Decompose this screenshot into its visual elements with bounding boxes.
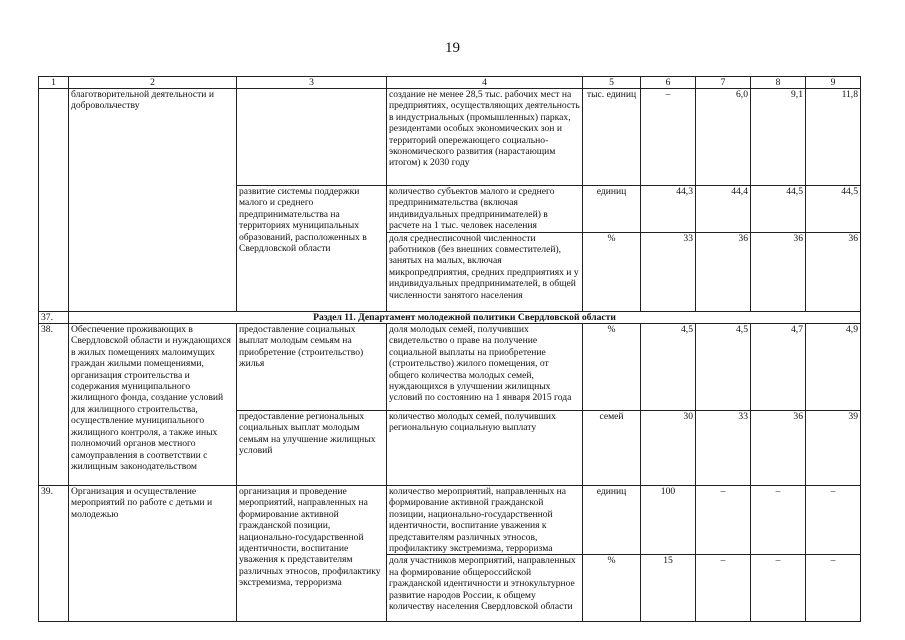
header-cell: 7 [696,77,751,89]
value-cell: – [751,555,806,622]
value-cell: – [751,486,806,555]
unit-cell: единиц [583,186,641,233]
page-number: 19 [445,40,460,56]
indicator-cell: создание не менее 28,5 тыс. рабочих мест на предприятиях, осуществляющих деятельность в индустриальных (промышленных) парках, резидентами особых экономических зон и территорий опережающего социально-экономического развития (нарастающим итогом) к 2030 году [387,89,583,186]
value-cell: 33 [641,232,696,311]
header-cell: 5 [583,77,641,89]
value-cell: 11,8 [806,89,861,186]
table-row [39,486,861,555]
value-cell: 36 [751,411,806,486]
value-cell: 30 [641,411,696,486]
task-cell: организация и проведение мероприятий, направленных на формирование активной гражданской позиции, национально-государственной идентичности, воспитание уважения к представителям различных этносов, профилактику экстремизма, терроризма [237,486,387,622]
value-cell: 4,9 [806,324,861,411]
value-cell: 36 [751,232,806,311]
value-cell: 36 [806,232,861,311]
value-cell: 44,4 [696,186,751,233]
value-cell: 36 [696,232,751,311]
indicator-cell: количество мероприятий, направленных на формирование активной гражданской позиции, национально-государственной идентичности, воспитание уважения к представителям различных этносов, профилактику экстремизма, терроризма [387,486,583,555]
value-cell: 4,7 [751,324,806,411]
value-cell: 6,0 [696,89,751,186]
unit-cell: % [583,232,641,311]
section-row [39,311,861,323]
row-number: 37. [39,311,69,323]
value-cell: – [641,89,696,186]
row-number [39,89,69,312]
value-cell: 33 [696,411,751,486]
task-cell: развитие системы поддержки малого и среднего предпринимательства на территориях муниципальных образований, расположенных в Свердловской области [237,186,387,312]
table-row [39,324,861,411]
header-cell: 4 [387,77,583,89]
value-cell: 44,5 [751,186,806,233]
section-title: Раздел 11. Департамент молодежной политики Свердловской области [69,311,861,323]
header-cell: 1 [39,77,69,89]
indicator-cell: количество молодых семей, получивших региональную социальную выплату [387,411,583,486]
header-cell: 2 [69,77,237,89]
value-cell: 44,5 [806,186,861,233]
header-row [39,77,861,89]
task-cell: предоставление социальных выплат молодым семьям на приобретение (строительство) жилья [237,324,387,411]
indicator-cell: доля среднесписочной численности работников (без внешних совместителей), занятых на малых, включая микропредприятия, средних предприятиях и у индивидуальных предпринимателей, в общей численности занятого населения [387,232,583,311]
indicator-cell: доля молодых семей, получивших свидетельство о праве на получение социальной выплаты на приобретение (строительство) жилого помещения, от общего количества молодых семей, нуждающихся в улучшении жилищных условий по состоянию на 1 января 2015 года [387,324,583,411]
unit-cell: единиц [583,486,641,555]
activity-cell: благотворительной деятельности и добровольчеству [69,89,237,312]
unit-cell: семей [583,411,641,486]
unit-cell: % [583,555,641,622]
row-number: 38. [39,324,69,486]
indicator-cell: доля участников мероприятий, направленных на формирование общероссийской гражданской идентичности и этнокультурное развитие народов России, к общему количеству населения Свердловской области [387,555,583,622]
value-cell: 15 [641,555,696,622]
value-cell: – [696,486,751,555]
header-cell: 8 [751,77,806,89]
activity-cell: Обеспечение проживающих в Свердловской области и нуждающихся в жилых помещениях малоимущих граждан жилыми помещениями, организация строительства и содержания муниципального жилищного фонда, создание условий для жилищного строительства, осуществление муниципального жилищного контроля, а также иных полномочий органов местного самоуправления в соответствии с жилищным законодательством [69,324,237,486]
header-cell: 9 [806,77,861,89]
task-cell: предоставление региональных социальных выплат молодым семьям на улучшение жилищных условий [237,411,387,486]
row-number: 39. [39,486,69,622]
value-cell: 39 [806,411,861,486]
value-cell: 9,1 [751,89,806,186]
unit-cell: % [583,324,641,411]
table-row [39,89,861,186]
unit-cell: тыс. единиц [583,89,641,186]
value-cell: 44,3 [641,186,696,233]
indicator-cell: количество субъектов малого и среднего предпринимательства (включая индивидуальных предпринимателей) в расчете на 1 тыс. человек населения [387,186,583,233]
activity-cell: Организация и осуществление мероприятий по работе с детьми и молодежью [69,486,237,622]
value-cell: 4,5 [641,324,696,411]
task-cell [237,89,387,186]
header-cell: 6 [641,77,696,89]
header-cell: 3 [237,77,387,89]
indicators-table [38,76,861,622]
value-cell: 4,5 [696,324,751,411]
value-cell: 100 [641,486,696,555]
value-cell: – [806,486,861,555]
value-cell: – [696,555,751,622]
value-cell: – [806,555,861,622]
